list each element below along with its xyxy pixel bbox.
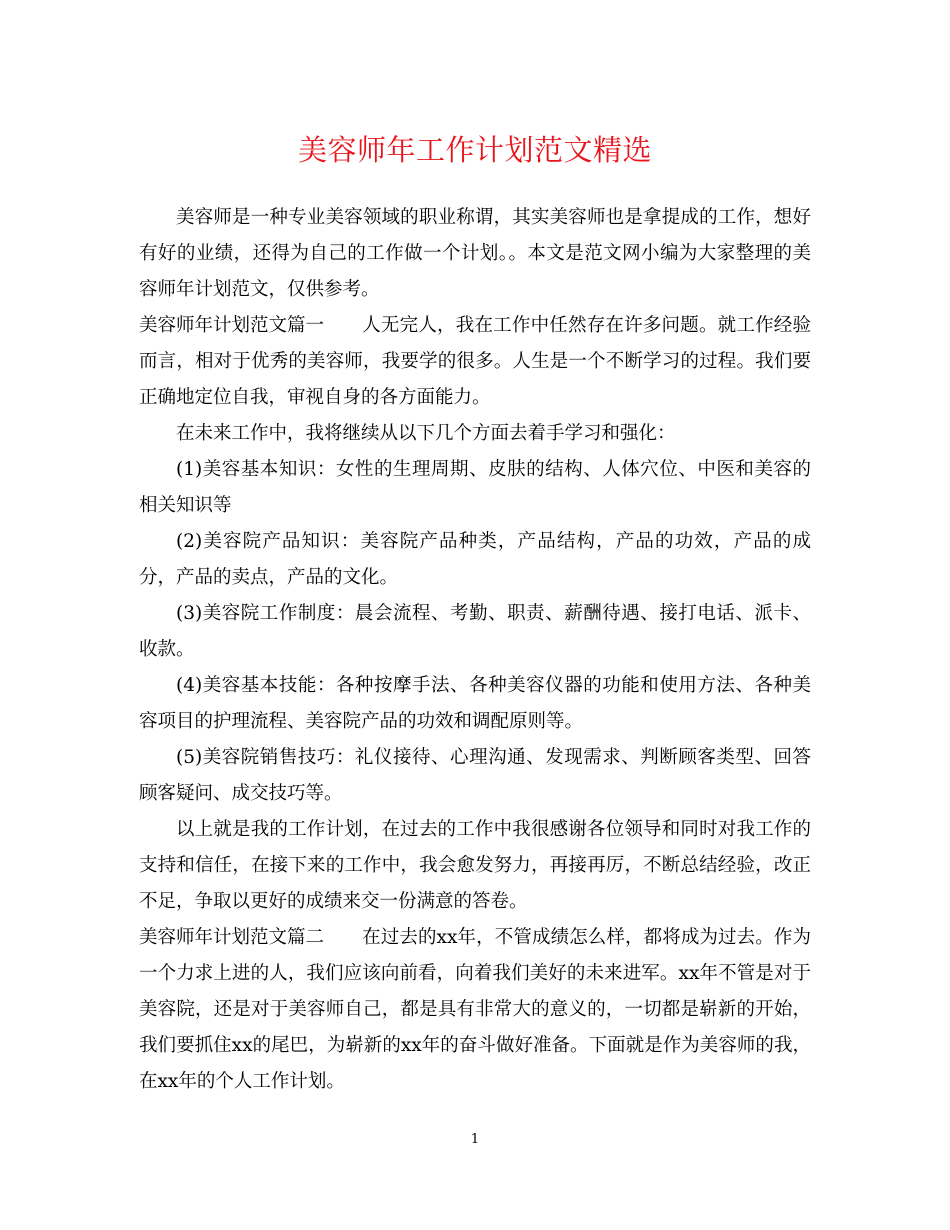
section1-paragraph xyxy=(139,308,811,416)
list-item: (1)美容基本知识：女性的生理周期、皮肤的结构、人体穴位、中医和美容的相关知识等 xyxy=(139,459,811,516)
list-item: (4)美容基本技能：各种按摩手法、各种美容仪器的功能和使用方法、各种美容项目的护理流程、美容院产品的功效和调配原则等。 xyxy=(139,675,811,732)
intro-paragraph: 美容师是一种专业美容领域的职业称谓，其实美容师也是拿提成的工作，想好有好的业绩，还得为自己的工作做一个计划。。本文是范文网小编为大家整理的美容师年计划范文，仅供参考。 xyxy=(139,207,811,300)
document-body xyxy=(139,200,811,1100)
future-intro-paragraph: 在未来工作中，我将继续从以下几个方面去着手学习和强化： xyxy=(176,423,676,444)
section1-text: 人无完人，我在工作中任然存在许多问题。就工作经验而言，相对于优秀的美容师，我要学的很多。人生是一个不断学习的过程。我们要正确地定位自我，审视自身的各方面能力。 xyxy=(139,315,811,408)
list-item: (5)美容院销售技巧：礼仪接待、心理沟通、发现需求、判断顾客类型、回答顾客疑问、成交技巧等。 xyxy=(139,747,811,804)
section1-heading: 美容师年计划范文篇一 xyxy=(139,315,325,336)
section2-heading: 美容师年计划范文篇二 xyxy=(139,927,325,948)
list-item: (2)美容院产品知识：美容院产品种类，产品结构，产品的功效，产品的成分，产品的卖点，产品的文化。 xyxy=(139,531,811,588)
conclusion-paragraph: 以上就是我的工作计划，在过去的工作中我很感谢各位领导和同时对我工作的支持和信任，在接下来的工作中，我会愈发努力，再接再厉，不断总结经验，改正不足，争取以更好的成绩来交一份满意的答卷。 xyxy=(139,819,811,912)
list-item: (3)美容院工作制度：晨会流程、考勤、职责、薪酬待遇、接打电话、派卡、收款。 xyxy=(139,603,811,660)
section2-text: 在过去的xx年，不管成绩怎么样，都将成为过去。作为一个力求上进的人，我们应该向前看，向着我们美好的未来进军。xx年不管是对于美容院，还是对于美容师自己，都是具有非常大的意义的，一切都是崭新的开始，我们要抓住xx的尾巴，为崭新的xx年的奋斗做好准备。下面就是作为美容师的我，在xx年的个人工作计划。 xyxy=(139,927,811,1092)
page-number: 1 xyxy=(470,1132,480,1147)
section2-paragraph xyxy=(139,920,811,1100)
document-title: 美容师年工作计划范文精选 xyxy=(297,133,652,167)
